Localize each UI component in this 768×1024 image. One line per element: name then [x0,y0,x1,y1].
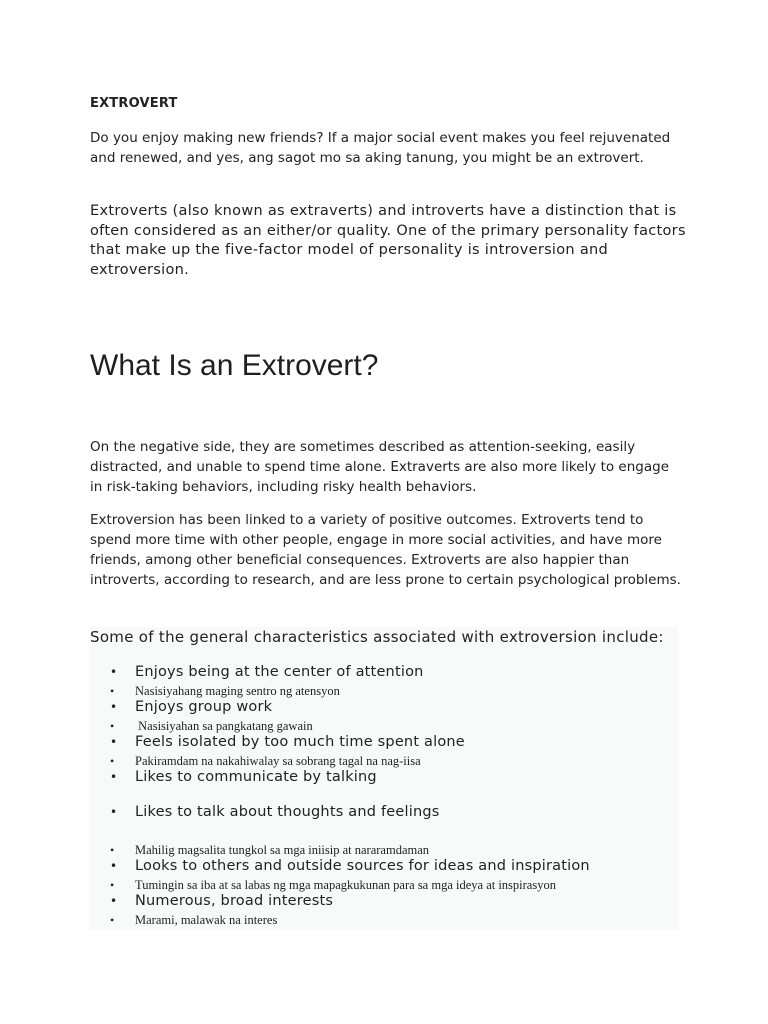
list-item-text: Pakiramdam na nakahiwalay sa sobrang tagal na nag-iisa [135,754,421,768]
list-item-text: Nasisiyahan sa pangkatang gawain [135,719,313,733]
list-item-text: Nasisiyahang maging sentro ng atensyon [135,684,340,698]
bullet-icon: • [110,894,118,908]
list-item-text: Mahilig magsalita tungkol sa mga iniisip at nararamdaman [135,843,430,857]
list-item [110,878,556,893]
bullet-icon: • [110,735,118,749]
list-item [110,684,340,699]
list-item-text: Looks to others and outside sources for ideas and inspiration [135,858,590,874]
bullet-icon: • [110,754,115,768]
list-item-text: Numerous, broad interests [135,893,334,909]
bullet-icon: • [110,770,118,784]
list-item [110,769,377,785]
list-item-text: Feels isolated by too much time spent alone [135,734,465,750]
list-item-text: Enjoys being at the center of attention [135,664,424,680]
list-item [110,734,465,750]
list-item [110,858,590,874]
characteristics-section [90,627,678,930]
list-item [110,754,421,769]
bullet-icon: • [110,913,115,927]
bullet-icon: • [110,859,118,873]
bullet-icon: • [110,684,115,698]
distinction-paragraph: Extroverts (also known as extraverts) and introverts have a distinction that is often considered as an either/or quality. One of the primary personality factors that make up the five-factor model of personality is introversion and extroversion. [90,203,686,278]
bullet-icon: • [110,665,118,679]
bullet-icon: • [110,805,118,819]
bullet-icon: • [110,700,118,714]
list-item-text: Enjoys group work [135,699,273,715]
list-item [110,913,277,928]
list-item [110,843,429,858]
negative-side-paragraph: On the negative side, they are sometimes described as attention-seeking, easily distracted, and unable to spend time alone. Extraverts are also more likely to engage in risk-taking behaviors, including risky health behaviors. [90,439,670,495]
section-heading: What Is an Extrovert? [90,349,379,382]
list-item [110,699,272,715]
list-item [110,719,313,734]
bullet-icon: • [110,719,115,733]
list-item-text: Likes to communicate by talking [135,769,377,785]
list-item-text: Tumingin sa iba at sa labas ng mga mapagkukunan para sa mga ideya at inspirasyon [135,878,556,892]
intro-paragraph: Do you enjoy making new friends? If a major social event makes you feel rejuvenated and renewed, and yes, ang sagot mo sa aking tanung, you might be an extrovert. [90,130,671,166]
list-item-text: Marami, malawak na interes [135,913,278,927]
list-item [110,804,440,820]
document-title: EXTROVERT [90,96,178,111]
characteristics-intro: Some of the general characteristics associated with extroversion include: [90,628,664,646]
bullet-icon: • [110,878,115,892]
positive-outcomes-paragraph: Extroversion has been linked to a variety of positive outcomes. Extroverts tend to spend more time with other people, engage in more social activities, and have more friends, among other beneficial consequences. Extroverts are also happier than introverts, according to research, and are less prone to certain psychological problems. [90,512,681,588]
list-item [110,664,424,680]
bullet-icon: • [110,843,115,857]
list-item-text: Likes to talk about thoughts and feelings [135,804,440,820]
list-item [110,893,333,909]
